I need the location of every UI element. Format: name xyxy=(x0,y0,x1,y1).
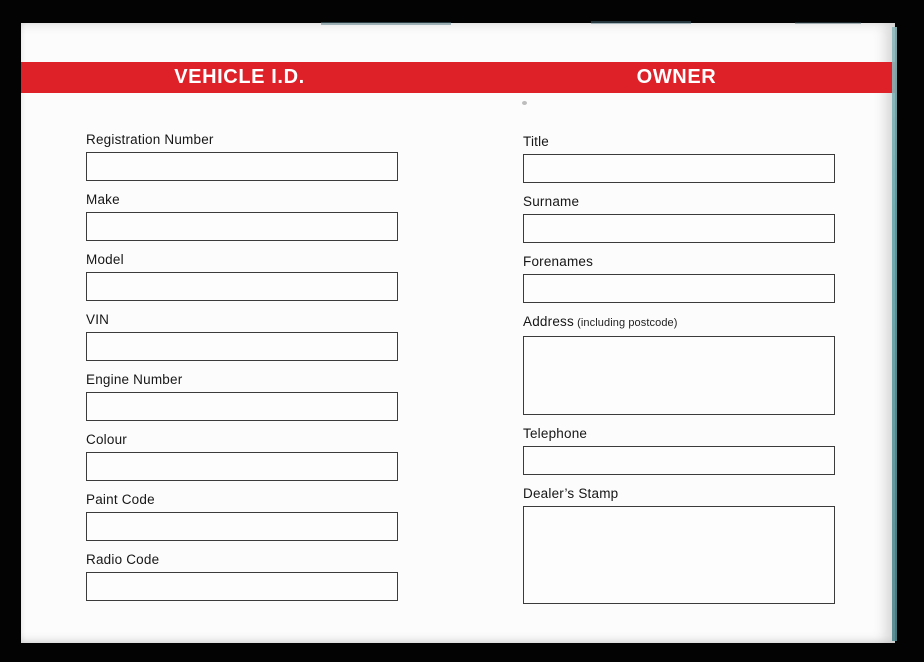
dealer-s-stamp-label: Dealer’s Stamp xyxy=(523,486,619,501)
colour-field xyxy=(86,432,398,481)
registration-number-field xyxy=(86,132,398,181)
address-input[interactable] xyxy=(523,336,835,415)
registration-number-input[interactable] xyxy=(86,152,398,181)
radio-code-input[interactable] xyxy=(86,572,398,601)
scan-artifact xyxy=(591,21,691,24)
vehicle-id-fields xyxy=(86,132,398,612)
radio-code-label: Radio Code xyxy=(86,552,160,567)
paint-code-field xyxy=(86,492,398,541)
header-band xyxy=(21,62,895,93)
owner-fields xyxy=(523,134,835,615)
forenames-input[interactable] xyxy=(523,274,835,303)
title-label: Title xyxy=(523,134,550,149)
surname-input[interactable] xyxy=(523,214,835,243)
title-input[interactable] xyxy=(523,154,835,183)
surname-label: Surname xyxy=(523,194,580,209)
vin-label: VIN xyxy=(86,312,110,327)
colour-input[interactable] xyxy=(86,452,398,481)
surname-field xyxy=(523,194,835,243)
forenames-label: Forenames xyxy=(523,254,594,269)
model-field xyxy=(86,252,398,301)
section-header-vehicle-id: VEHICLE I.D. xyxy=(174,66,305,88)
engine-number-field xyxy=(86,372,398,421)
dealer-s-stamp-input[interactable] xyxy=(523,506,835,604)
address-sublabel: (including postcode) xyxy=(573,317,678,329)
model-input[interactable] xyxy=(86,272,398,301)
telephone-field xyxy=(523,426,835,475)
radio-code-field xyxy=(86,552,398,601)
telephone-input[interactable] xyxy=(523,446,835,475)
dealer-s-stamp-field xyxy=(523,486,835,604)
scan-artifact xyxy=(522,101,527,105)
telephone-label: Telephone xyxy=(523,426,588,441)
registration-number-label: Registration Number xyxy=(86,132,214,147)
engine-number-label: Engine Number xyxy=(86,372,183,387)
scan-artifact xyxy=(795,22,861,24)
model-label: Model xyxy=(86,252,124,267)
make-label: Make xyxy=(86,192,120,207)
vin-field xyxy=(86,312,398,361)
colour-label: Colour xyxy=(86,432,127,447)
page-edge xyxy=(892,27,897,641)
section-header-owner: OWNER xyxy=(636,66,717,88)
paint-code-label: Paint Code xyxy=(86,492,155,507)
scan-artifact xyxy=(321,22,451,25)
form-page xyxy=(21,23,895,643)
make-input[interactable] xyxy=(86,212,398,241)
address-label: Address (including postcode) xyxy=(523,314,678,329)
make-field xyxy=(86,192,398,241)
address-field xyxy=(523,314,835,415)
paint-code-input[interactable] xyxy=(86,512,398,541)
forenames-field xyxy=(523,254,835,303)
title-field xyxy=(523,134,835,183)
engine-number-input[interactable] xyxy=(86,392,398,421)
vin-input[interactable] xyxy=(86,332,398,361)
